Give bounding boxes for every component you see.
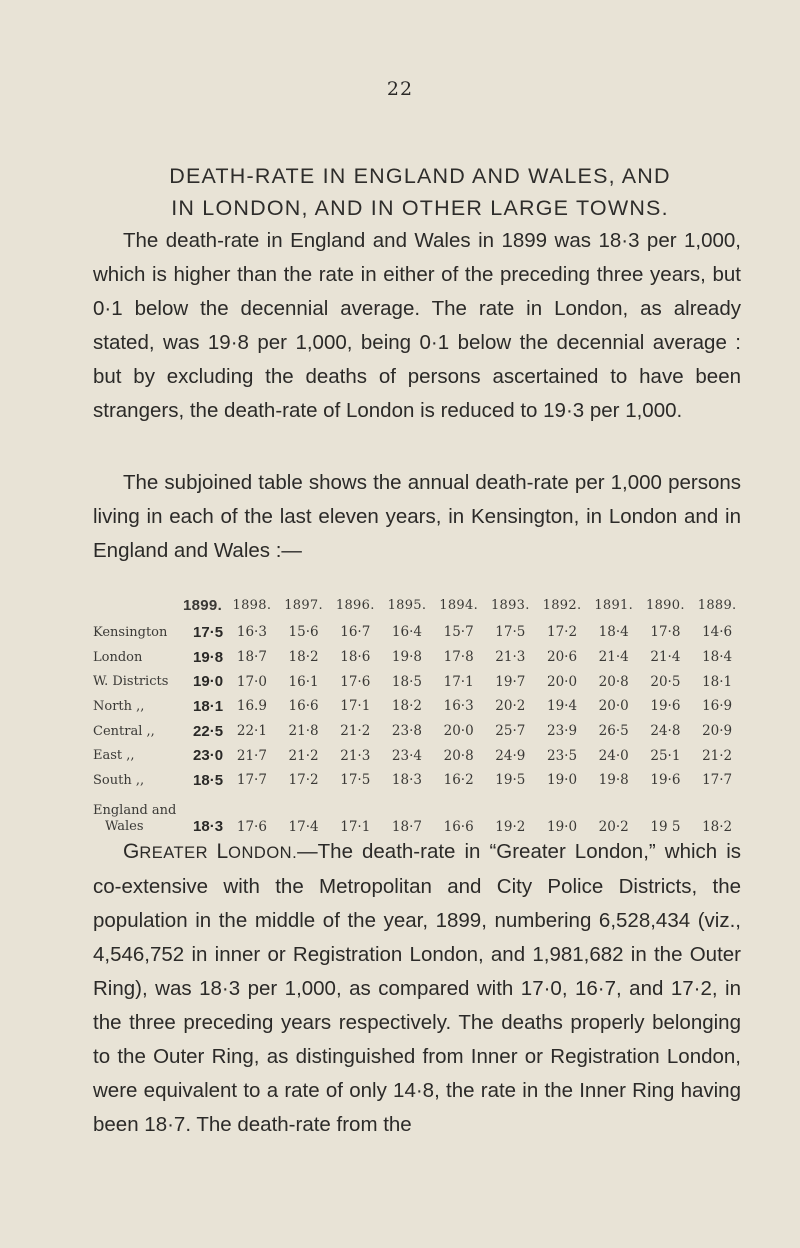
table-cell: 20·5: [650, 673, 681, 690]
table-cell: 17·2: [288, 772, 319, 789]
table-cell: 21·7: [236, 747, 267, 764]
row-label: [93, 793, 183, 839]
table-cell: 18·6: [340, 649, 371, 666]
table-cell: 24·0: [598, 747, 629, 764]
table-cell: 17·2: [546, 624, 578, 641]
table-cell-1899: 22·5: [193, 722, 224, 740]
section-title: [90, 160, 750, 224]
table-body: [93, 620, 743, 839]
table-row: [93, 694, 743, 719]
table-cell: 21·3: [495, 649, 526, 666]
table-cell: 17·4: [288, 818, 319, 835]
table-cell: 21·4: [598, 649, 629, 666]
table-cell: 16·1: [288, 673, 319, 690]
table-cell: 17·1: [340, 818, 371, 835]
table-year-header: 1889.: [697, 597, 737, 613]
table-cell: 21·8: [288, 723, 319, 740]
table-cell: 21·3: [340, 747, 371, 764]
table-cell: 17·1: [443, 673, 474, 690]
table-cell: 19·0: [546, 818, 578, 835]
table-cell: 20·2: [495, 698, 526, 715]
table-year-header: 1894.: [439, 597, 478, 613]
table-cell: 19·4: [546, 698, 578, 715]
table-cell: 19·8: [391, 649, 422, 666]
table-cell: 19·8: [598, 772, 629, 789]
row-label: South ,,: [93, 772, 145, 788]
table-cell: 17·1: [340, 698, 371, 715]
table-cell: 15·6: [288, 624, 319, 641]
table-cell: 26·5: [598, 723, 629, 740]
table-cell: 17·8: [443, 649, 474, 666]
small-caps-text: ONDON.: [228, 844, 298, 862]
title-line-1: DEATH-RATE IN ENGLAND AND WALES, AND: [169, 164, 671, 188]
table-row: [93, 645, 743, 670]
table-row: [93, 768, 743, 793]
page-number: 22: [386, 78, 414, 100]
table-cell: 20·0: [546, 673, 578, 690]
table-year-header: 1891.: [594, 597, 634, 613]
table-cell: 19·7: [495, 673, 526, 690]
title-line-2: IN LONDON, AND IN OTHER LARGE TOWNS.: [171, 196, 669, 220]
table-cell-1899: 19·0: [193, 673, 224, 691]
table-cell: 17·5: [340, 772, 371, 789]
table-cell: 17·8: [650, 624, 681, 641]
table-cell: 15·7: [443, 624, 474, 641]
table-cell: 17·7: [236, 772, 267, 789]
table-cell-1899: 17·5: [193, 623, 224, 641]
table-row: [93, 620, 743, 645]
table-row: [93, 669, 743, 694]
table-cell: 18·2: [702, 818, 733, 835]
table-cell: 16·3: [443, 698, 474, 715]
table-cell: 16·9: [702, 698, 733, 715]
table-cell: 20·6: [546, 649, 578, 666]
table-cell: 16.9: [236, 698, 267, 715]
table-row: [93, 743, 743, 768]
row-label-line-1: England and: [93, 802, 177, 818]
table-cell: 17·7: [702, 772, 733, 789]
table-year-header: 1896.: [335, 597, 375, 613]
table-cell: 24·8: [650, 723, 681, 740]
table-cell: 16·2: [443, 772, 474, 789]
paragraph-body: —The death-rate in “Greater London,” which is co-extensive with the Metropolitan and City Police Districts, the population in the middle of the year, 1899, numbering 6,528,434 (viz., 4,546,752 in inner or Registration London, and 1,981,682 in the Outer Ring), was 18·3 per 1,000, as compared with 17·0, 16·7, and 17·2, in the three preceding years respectively. The deaths properly belonging to the Outer Ring, as distinguished from Inner or Registration London, were equivalent to a rate of only 14·8, the rate in the Inner Ring having been 18·7. The death-rate from the: [93, 840, 741, 1136]
table-cell: 23·5: [546, 747, 578, 764]
table-cell: 16·7: [340, 624, 371, 641]
table-cell: 18·7: [391, 818, 422, 835]
table-cell-1899: 18·3: [193, 817, 224, 835]
table-year-header: 1897.: [284, 597, 323, 613]
table-cell: 19 5: [650, 818, 681, 835]
table-year-header: 1898.: [232, 597, 272, 613]
table-cell: 17·6: [340, 673, 371, 690]
table-cell: 23·4: [391, 747, 422, 764]
table-cell: 23·9: [546, 723, 578, 740]
table-row: [93, 719, 743, 744]
table-cell: 20·0: [598, 698, 629, 715]
table-cell: 24·9: [495, 747, 526, 764]
table-cell: 21·2: [340, 723, 371, 740]
table-cell-1899: 18·5: [193, 771, 224, 789]
row-label: Kensington: [93, 624, 168, 640]
table-cell: 20·2: [598, 818, 629, 835]
table-cell: 19·6: [650, 698, 681, 715]
table-cell: 19·0: [546, 772, 578, 789]
row-label: North ,,: [93, 698, 145, 714]
table-cell: 18·1: [702, 673, 733, 690]
row-label: East ,,: [93, 748, 135, 764]
table-cell-1899: 18·1: [193, 697, 224, 715]
row-label-line-2: Wales: [105, 818, 144, 834]
table-cell: 21·4: [650, 649, 681, 666]
table-cell: 17·5: [495, 624, 526, 641]
table-cell: 18·4: [598, 624, 629, 641]
table-cell: 19·2: [495, 818, 526, 835]
table-cell: 21·2: [288, 747, 319, 764]
paragraph-death-rate: The death-rate in England and Wales in 1899 was 18·3 per 1,000, which is higher than the rate in either of the preceding three years, but 0·1 below the decennial average. The rate in London, as already stated, was 19·8 per 1,000, being 0·1 below the decennial average : but by excluding the deaths of persons ascertained to have been strangers, the death-rate of London is reduced to 19·3 per 1,000.: [93, 229, 741, 422]
table-cell: 18·2: [391, 698, 422, 715]
table-cell: 17·6: [236, 818, 267, 835]
row-label: Central ,,: [93, 723, 155, 739]
table-cell: 18·3: [391, 772, 422, 789]
table-cell: 16·6: [443, 818, 474, 835]
paragraph-greater-london: [93, 835, 741, 1142]
table-cell: 17·0: [236, 673, 267, 690]
table-cell: 18·4: [702, 649, 733, 666]
table-cell: 18·5: [391, 673, 422, 690]
death-rate-table: [93, 590, 743, 839]
table-cell: 19·6: [650, 772, 681, 789]
table-cell-1899: 23·0: [193, 747, 224, 765]
row-label: London: [93, 649, 143, 665]
table-year-header: 1893.: [490, 597, 530, 613]
paragraph-table-intro: The subjoined table shows the annual death-rate per 1,000 persons living in each of the last eleven years, in Kensington, in London and in England and Wales :—: [93, 471, 741, 562]
table-cell: 20·9: [702, 723, 733, 740]
table-corner: [93, 590, 183, 620]
table-cell: 18·2: [288, 649, 319, 666]
table-cell: 25·7: [495, 723, 526, 740]
table-year-header: 1890.: [646, 597, 685, 613]
table-year-header: 1899.: [183, 596, 223, 614]
table-cell: 16·3: [236, 624, 267, 641]
table-header-row: [93, 590, 743, 620]
table-cell: 14·6: [702, 624, 733, 641]
table-cell: 21·2: [702, 747, 733, 764]
table-cell: 23·8: [391, 723, 422, 740]
row-label: W. Districts: [93, 674, 169, 690]
small-caps-initial: L: [216, 840, 229, 863]
table-year-header: 1895.: [387, 597, 427, 613]
table-cell: 16·6: [288, 698, 319, 715]
table-cell: 25·1: [650, 747, 681, 764]
table-cell: 18·7: [236, 649, 267, 666]
table-cell-1899: 19·8: [193, 648, 224, 666]
table-cell: 22·1: [236, 723, 267, 740]
table-cell: 19·5: [495, 772, 526, 789]
table-cell: 20·8: [598, 673, 629, 690]
table-cell: 20·8: [443, 747, 474, 764]
small-caps-initial: G: [123, 840, 140, 863]
table-cell: 16·4: [391, 624, 422, 641]
table-row-england-wales: [93, 793, 743, 839]
table-year-header: 1892.: [542, 597, 582, 613]
small-caps-text: REATER: [139, 844, 217, 862]
table-cell: 20·0: [443, 723, 474, 740]
